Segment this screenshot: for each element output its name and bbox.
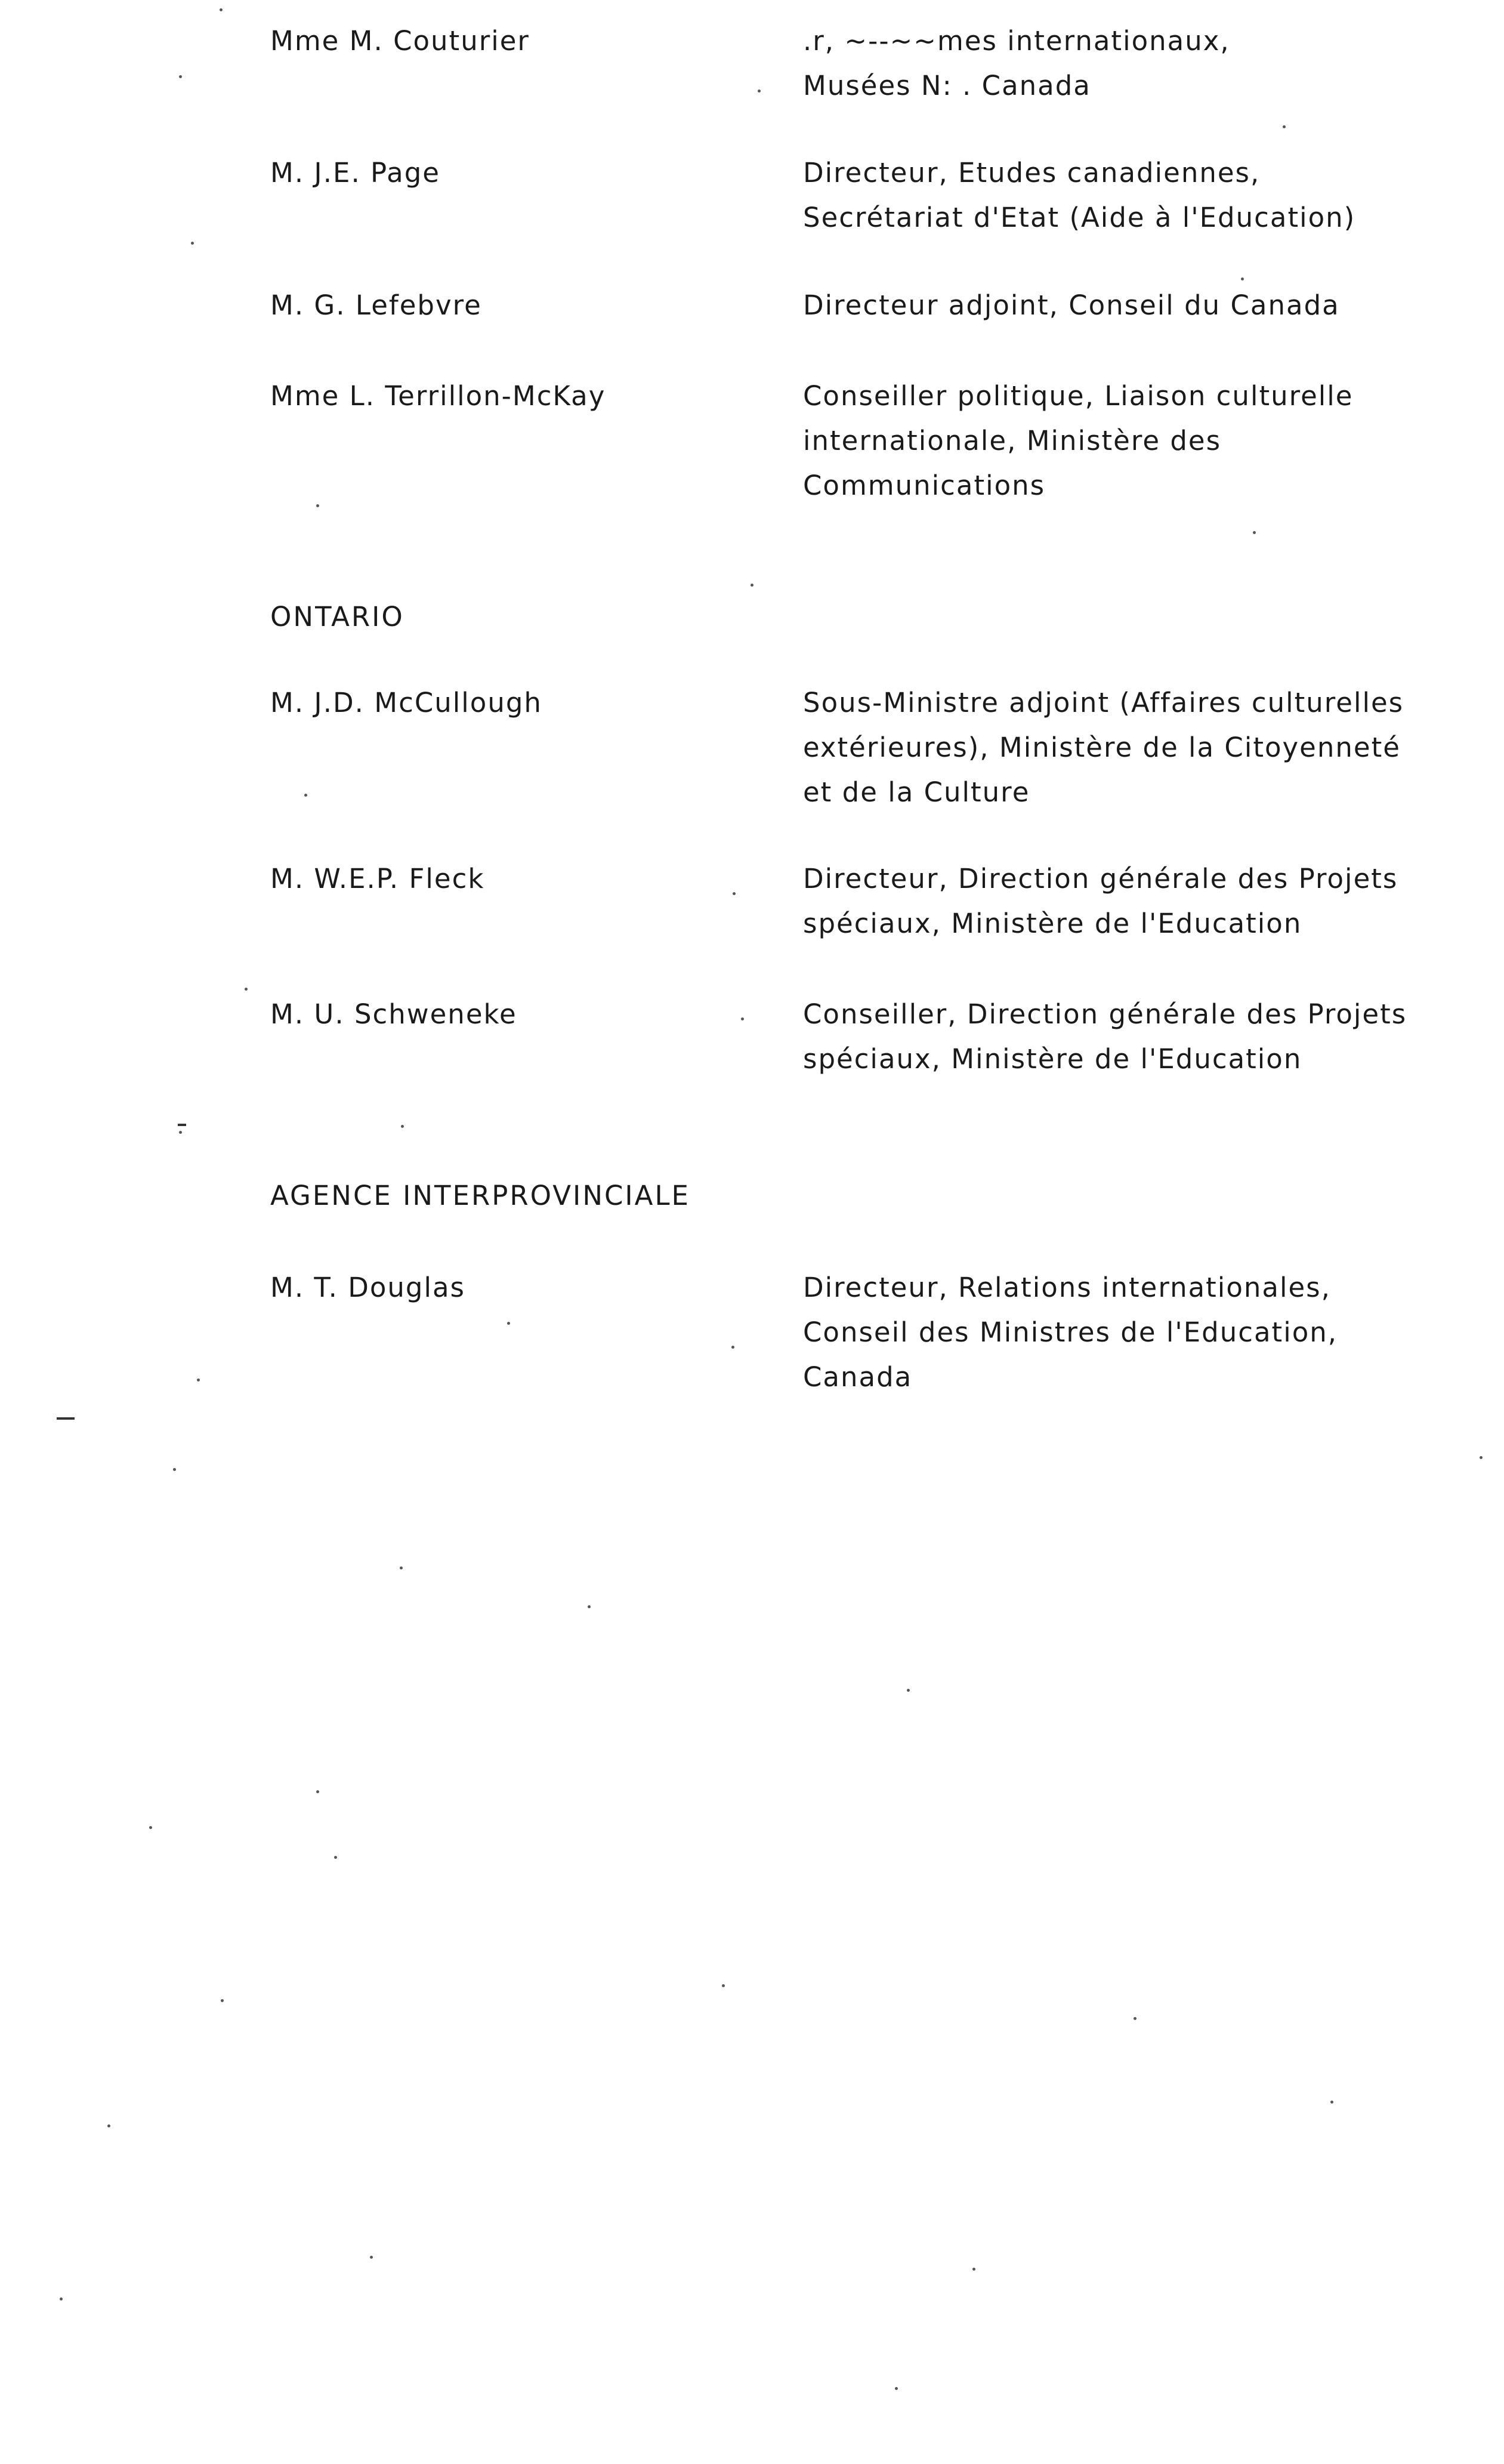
person-role-line: extérieures), Ministère de la Citoyenneté bbox=[803, 732, 1401, 763]
scan-speck bbox=[751, 584, 753, 587]
scan-speck bbox=[107, 2124, 110, 2127]
scan-speck bbox=[588, 1605, 591, 1608]
person-name: M. W.E.P. Fleck bbox=[270, 863, 485, 895]
person-role-line: spéciaux, Ministère de l'Education bbox=[803, 908, 1302, 939]
person-name: Mme M. Couturier bbox=[270, 25, 530, 57]
scan-speck bbox=[731, 1346, 734, 1349]
scan-speck bbox=[1253, 531, 1256, 534]
scan-mark bbox=[178, 1124, 186, 1126]
section-heading-agence: AGENCE INTERPROVINCIALE bbox=[270, 1180, 690, 1211]
scan-speck bbox=[400, 1566, 403, 1569]
person-role-line: Communications bbox=[803, 470, 1046, 501]
scan-speck bbox=[895, 2387, 898, 2390]
person-role-line: Conseiller, Direction générale des Projets bbox=[803, 998, 1407, 1030]
section-heading-ontario: ONTARIO bbox=[270, 601, 404, 633]
scan-speck bbox=[149, 1826, 152, 1829]
scan-speck bbox=[191, 242, 194, 245]
scan-speck bbox=[972, 2268, 975, 2271]
person-role-line: Sous-Ministre adjoint (Affaires culturelles bbox=[803, 687, 1404, 718]
person-role-line: Secrétariat d'Etat (Aide à l'Education) bbox=[803, 202, 1356, 233]
person-role-line: Conseiller politique, Liaison culturelle bbox=[803, 380, 1354, 412]
scan-speck bbox=[507, 1322, 510, 1325]
person-name: M. J.E. Page bbox=[270, 157, 440, 189]
person-role-line: Musées N: . Canada bbox=[803, 70, 1091, 101]
scan-speck bbox=[334, 1856, 337, 1859]
person-role-line: .r, ~--~~mes internationaux, bbox=[803, 25, 1230, 57]
scan-speck bbox=[1330, 2101, 1333, 2104]
scan-speck bbox=[1283, 125, 1286, 128]
scan-speck bbox=[1241, 277, 1244, 280]
person-name: Mme L. Terrillon-McKay bbox=[270, 380, 606, 412]
scan-speck bbox=[220, 8, 223, 11]
scan-speck bbox=[245, 988, 248, 991]
person-name: M. U. Schweneke bbox=[270, 998, 517, 1030]
scan-speck bbox=[179, 1131, 182, 1134]
scan-speck bbox=[316, 504, 319, 507]
scan-speck bbox=[316, 1790, 319, 1793]
scan-speck bbox=[741, 1017, 744, 1020]
scan-speck bbox=[197, 1379, 200, 1381]
person-role-line: Canada bbox=[803, 1361, 913, 1393]
person-role-line: Conseil des Ministres de l'Education, bbox=[803, 1316, 1338, 1348]
scan-speck bbox=[1134, 2017, 1137, 2020]
person-role-line: internationale, Ministère des bbox=[803, 425, 1222, 457]
scan-speck bbox=[60, 2298, 63, 2300]
scan-speck bbox=[370, 2256, 373, 2259]
person-name: M. J.D. McCullough bbox=[270, 687, 542, 718]
scan-speck bbox=[907, 1689, 910, 1692]
person-role-line: Directeur, Etudes canadiennes, bbox=[803, 157, 1261, 189]
person-role-line: Directeur, Direction générale des Projets bbox=[803, 863, 1398, 895]
scan-speck bbox=[221, 1999, 224, 2002]
person-name: M. G. Lefebvre bbox=[270, 289, 482, 321]
scan-speck bbox=[722, 1984, 725, 1987]
scan-speck bbox=[179, 75, 182, 78]
scan-speck bbox=[758, 90, 761, 92]
scan-speck bbox=[401, 1125, 404, 1128]
scan-mark bbox=[57, 1417, 75, 1420]
person-role-line: Directeur adjoint, Conseil du Canada bbox=[803, 289, 1340, 321]
scan-speck bbox=[1480, 1456, 1483, 1459]
person-name: M. T. Douglas bbox=[270, 1272, 465, 1303]
person-role-line: Directeur, Relations internationales, bbox=[803, 1272, 1331, 1303]
scan-speck bbox=[733, 892, 736, 895]
person-role-line: et de la Culture bbox=[803, 776, 1030, 808]
scan-speck bbox=[173, 1468, 176, 1471]
person-role-line: spéciaux, Ministère de l'Education bbox=[803, 1043, 1302, 1075]
scan-speck bbox=[304, 794, 307, 797]
